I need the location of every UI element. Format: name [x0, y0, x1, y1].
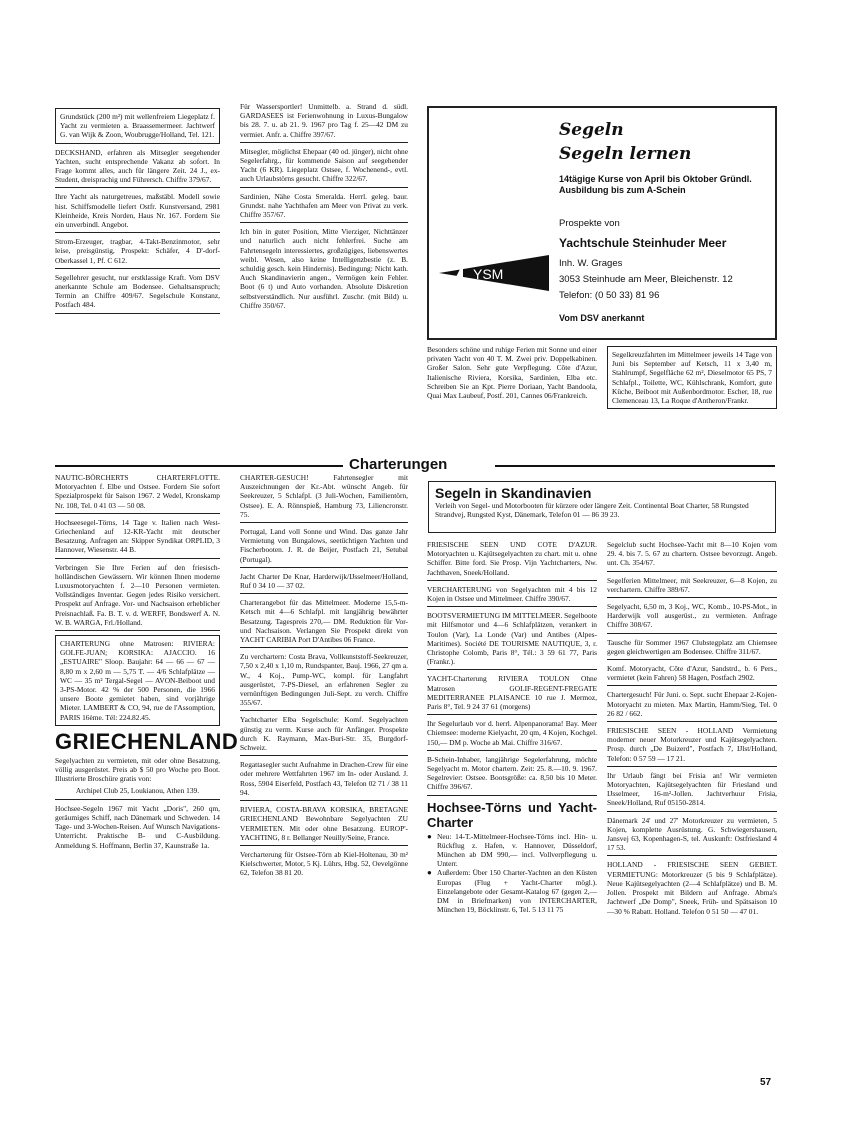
yachtschule-advert [427, 106, 777, 340]
skandinavien-advert [428, 481, 776, 533]
ad-hochsee-doris: Hochsee-Segeln 1967 mit Yacht „Doris", 260 qm, geräumiges Schiff, nach Dänemark und Schweden. 14 Tage- und 3-Wochen-Reisen. Auf Wunsch Navigations-Unterricht. Praktische B- und C-Ausbildung. Anmeldung S. Hoffmann, Berlin 37, Kaunstraße 1a. [55, 803, 220, 850]
classified-ad: DECKSHAND, erfahren als Mitsegler seegehender Yachten, sucht entsprechende Vakanz ab sofort. In Frage kommt alles, auch für längere Zeit. 24 J., ex-Student, dreisprachig und Führersch. Chiffre 379/67. [55, 148, 220, 189]
classified-ad: Verbringen Sie Ihre Ferien auf den friesisch-holländischen Gewässern. Wir können Ihnen moderne Luxusmotoryachten f. 2—10 Personen vermieten. Vollständiges Inventar. Gegen jedes Risiko versichert. Prospekt auf Anfrage. Vor- und Nachsaison erheblicher Preisnachlaß. Fa. B. T. v. d. WERFF, Bondswerf A. N. W. B. WARGA, Frl./Holland. [55, 563, 220, 631]
classified-ad: Ihr Urlaub fängt bei Frisia an! Wir vermieten Motoryachten, Kajütsegelyachten für Friesland und IJsselmeer, 16-m²-Jollen. Jachtverhuur Frisia, Sneek/Holland, Ruf 05150-2814. [607, 771, 777, 812]
classified-ad: BOOTSVERMIETUNG IM MITTELMEER. Segelboote mit Hilfsmotor und 4—6 Schlafplätzen, verankert in Toulon (Var), La Londe (Var) und Antibes (Alpes-Maritimes). Société DE TOURISME NAUTIQUE, 3, r. Christophe Colomb, Paris 8°, Tél.: 3 59 61 77, Paris (Frankr.). [427, 611, 597, 670]
column-1-bottom [55, 473, 239, 857]
classified-ad: RIVIERA, COSTA-BRAVA KORSIKA, BRETAGNE GRIECHENLAND Bewohnbare Segelyachten ZU VERMIETEN. Mit oder ohne Besatzung. EUROP'-YACHTING, 8 r. Bellanger Neuilly/Seine, France. [240, 805, 408, 846]
ysm-dsv: Vom DSV anerkannt [559, 313, 645, 323]
classified-ad: Ihre Yacht als naturgetreues, maßstäbl. Modell sowie hist. Schiffsmodelle liefert Ostfr. Kunstversand, 2981 Kleinheide, Kreis Norden, Haus Nr. 167. Fordern Sie ein unverbindl. Angebot. [55, 192, 220, 233]
classified-ad: HOLLAND - FRIESISCHE SEEN GEBIET. VERMIETUNG: Motorkreuzer (5 bis 9 Schlafplätze). Neue Kajütsegelyachten (2—4 Schlafplätze) und B. M. Jollen. Prospekt mit Bildern auf Anfrage. Abma's Jachtwerf „De Domp", Sneek, Früh- und Spätsaison 10—30 % Rabatt. Holland. Telefon 0 51 50 — 47 01. [607, 860, 777, 916]
ysm-pennant-logo [439, 253, 549, 293]
griechenland-advert [55, 728, 239, 800]
ad-segelkreuzfahrten: Segelkreuzfahrten im Mittelmeer jeweils 14 Tage von Juni bis September auf Ketsch, 11 x 3,40 m, Stahlrumpf, Segelfläche 62 m², Dieselmotor 65 PS, 7 Schlafpl., Toilette, WC, Kühlschrank, Komfort, gute Küche, Beiboot mit Außenbordmotor. Escher, 18, rue Clemenceau 13, La Roque d'Antheron/Frankr. [607, 346, 777, 409]
griechenland-text: Segelyachten zu vermieten, mit oder ohne Besatzung, völlig ausgerüstet. Preis ab $ 50 pro Woche pro Boot. Illustrierte Broschüre gratis von: [55, 755, 220, 784]
classified-ad: YACHT-Charterung RIVIERA TOULON Ohne Matrosen GOLIF-REGENT-FREGATE MEDITERRANEE PLAISANCE 10 rue J. Mermoz, Paris 8°, Tel. 9 24 37 61 (morgens) [427, 674, 597, 715]
ysm-address: 3053 Steinhude am Meer, Bleichenstr. 12 [559, 274, 733, 285]
classified-ad: VERCHARTERUNG von Segelyachten mit 4 bis 12 Kojen in Ostsee und Mittelmeer. Chiffre 390/67. [427, 585, 597, 607]
classified-ad: Chartergesuch! Für Juni. o. Sept. sucht Ehepaar 2-Kojen-Motoryacht zu mieten. Max Martin, Hamm/Sieg, Tel. 0 26 82 / 662. [607, 690, 777, 722]
classified-ad: Komf. Motoryacht, Côte d'Azur, Sandstrd., b. 6 Pers., vermietet (kein Fahren) 58 Hagen, Postfach 2902. [607, 664, 777, 686]
hochsee-item: ● Neu: 14-T.-Mittelmeer-Hochsee-Törns incl. Hin- u. Rückflug z. Hafen, v. Hannover, Düsseldorf, München ab DM 990,— incl. Vollverpflegung u. Unterr. [427, 832, 597, 869]
classified-ad: Segelyacht, 6,50 m, 3 Koj., WC, Komb., 10-PS-Mot., in Harderwijk voll ausgerüst., zu vermieten. Anfrage Chiffre 308/67. [607, 602, 777, 634]
column-1-top [55, 108, 220, 318]
classified-ad: Regattasegler sucht Aufnahme in Drachen-Crew für eine oder mehrere Wettfahrten 1967 im In- oder Ausland. J. Ross, 5904 Eiserfeld, Postfach 43, Telefon 02 71 / 38 11 94. [240, 760, 408, 801]
classified-ad: Zu verchartern: Costa Brava, Vollkunststoff-Seekreuzer, 7,50 x 2,40 x 1,10 m, Rundspanter, Bauj. 1966, 27 qm a. W., 4 Koj., Pump-WC, kompl. für Langfahrt ausgerüstet, 7-PS-Diesel, an erfahrenen Segler zu vernünftigen Bedingungen Juli-Sept. zu verch. Chiffre 355/67. [240, 652, 408, 711]
classified-ad: FRIESISCHE SEEN - HOLLAND Vermietung moderner neuer Motorkreuzer und Kajütsegelyachten. Prosp. durch „De Buizerd", Postfach 7, IJlst/Holland, Telefon: 0 57 59 — 17 21. [607, 726, 777, 767]
classified-ad: Portugal, Land voll Sonne und Wind. Das ganze Jahr Vermietung von Bungalows, seetüchtigen Yachten und Fischerbooten. J. R. de Beijer, Postfach 21, Setubal (Portugal). [240, 527, 408, 568]
ysm-name: Yachtschule Steinhuder Meer [559, 236, 727, 250]
classified-ad: B-Schein-Inhaber, langjährige Segelerfahrung, möchte Segelyacht m. Motor chartern. Zeit: 25. 8.—10. 9. 1967. Segelrevier: Ostsee. Bootsgröße: ca. 8,50 bis 10 Meter. Chiffre 396/67. [427, 755, 597, 796]
classified-ad: Ihr Segelurlaub vor d. herrl. Alpenpanorama! Bay. Meer Chiemsee: moderne Kielyacht, 20 qm, 4 Kojen, Kochgel. 150,— DM p. Woche ab Mai. Chiffre 316/67. [427, 719, 597, 751]
classified-ad: Hochseesegel-Törns, 14 Tage v. Italien nach West-Griechenland auf 12-KR-Yacht mit deutscher Besatzung. Anfragen an: Skipper Syndikat ORPLID, 3 Hannover, Wiesenstr. 44 B. [55, 518, 220, 559]
hochsee-item: ● Außerdem: Über 150 Charter-Yachten an den Küsten Europas (Flug + Yacht-Charter mögl.). Einzelangebote oder Gesamt-Katalog 67 (gegen 2,— DM in Briefmarken) von INTERCHARTER, München 19, Böcklinstr. 6, Tel. 5 13 11 75 [427, 868, 597, 914]
classified-ad: Mitsegler, möglichst Ehepaar (40 od. jünger), nicht ohne Segelerfahrg., für kommende Saison auf seegehender Yacht (6 KR). Liegeplatz Ostsee, f. Wochenend-, evtl. auch Urlaubstörns gesucht. Chiffre 322/67. [240, 147, 408, 188]
column-4-mid [607, 346, 777, 413]
column-3-bottom [427, 540, 597, 915]
hochsee-list [427, 832, 597, 915]
classified-ad: FRIESISCHE SEEN UND COTE D'AZUR. Motoryachten u. Kajütsegelyachten zu chart. mit u. ohne Schiffer. Bitte ford. Sie Prosp. Vijn Yachtcharters, Nw. Jachthaven, Sneek/Holland. [427, 540, 597, 581]
classified-ad: Jacht Charter De Knar, Harderwijk/IJsselmeer/Holland, Ruf 0 34 10 — 37 02. [240, 572, 408, 594]
classified-ad: Segelclub sucht Hochsee-Yacht mit 8—10 Kojen vom 29. 4. bis 7. 5. 67 zu chartern. Ostsee bevorzugt. Angeb. unt. Ch. 354/67. [607, 540, 777, 572]
classified-ad: NAUTIC-BÖRCHERTS CHARTERFLOTTE. Motoryachten f. Elbe und Ostsee. Fordern Sie sofort Spezialprospekt für Saison 1967. 2 Wedel, Kronskamp Nr. 108, Tel. 0 41 03 — 50 08. [55, 473, 220, 514]
ysm-heading-2: Segeln lernen [559, 144, 692, 164]
column-2-top [240, 102, 408, 317]
column-3-mid [427, 345, 597, 407]
column-4-bottom [607, 540, 777, 923]
classified-ad: Yachtcharter Elba Segelschule: Komf. Segelyachten günstig zu verm. Kurse auch für Anfänger. Prospekte durch K. Raymann, Max-Buri-Str. 35, Burgdorf-Schweiz. [240, 715, 408, 756]
classified-ad: Tausche für Sommer 1967 Clubstegplatz am Chiemsee gegen gleichwertigen am Bodensee. Chiffre 311/67. [607, 638, 777, 660]
classified-ad: Segellehrer gesucht, nur erstklassige Kraft. Vom DSV anerkannte Schule am Bodensee. Gehaltsanspruch; Termin an Chiffre 409/67. Segelschule Konstanz, Postfach 484. [55, 273, 220, 314]
classified-ad: CHARTER-GESUCH! Fahrtensegler mit Auszeichnungen der Kr.-Abt. wünscht Angeb. für Seekreuzer, 5 Schlafpl. (3 Juli-Wochen, Familientörn, Ostsee). E. A. Rönnspieß, Hamburg 73, Liliencronstr. 75. [240, 473, 408, 523]
ysm-telefon: Telefon: (0 50 33) 81 96 [559, 290, 660, 301]
griechenland-title: GRIECHENLAND [55, 728, 239, 754]
classified-ad: Für Wassersportler! Unmittelb. a. Strand d. südl. GARDASEES ist Ferienwohnung in Luxus-Bungalow bis 28. 7. u. ab 21. 9. 1967 pro Tag f. 25—42 DM zu vermiet. Anfr. a. Chiffre 397/67. [240, 102, 408, 143]
skand-text: Verleih von Segel- und Motorbooten für kürzere oder längere Zeit. Continental Boat Charter, 58 Rungsted Strandvej, Rungsted Kyst, Dänemark, Telefon 01 — 86 39 23. [435, 501, 749, 519]
classified-ad: Segelferien Mittelmeer, mit Seekreuzer, 6—8 Kojen, zu verchartern. Chiffre 389/67. [607, 576, 777, 598]
skand-title: Segeln in Skandinavien [435, 485, 592, 501]
ysm-prospekte: Prospekte von [559, 218, 620, 229]
section-title: Charterungen [345, 457, 451, 473]
ysm-courses: 14tägige Kurse von April bis Oktober Gründl. Ausbildung bis zum A-Schein [559, 174, 752, 195]
hochsee-advert [427, 800, 597, 915]
classified-ad: Strom-Erzeuger, tragbar, 4-Takt-Benzinmotor, sehr leise, preisgünstig, Prospekt: Schäfer, 4 D'-dorf-Oberkassel 1, Pf. C 612. [55, 237, 220, 269]
ysm-logo-text: YSM [473, 266, 504, 282]
classified-ad: Charterangebot für das Mittelmeer. Moderne 15,5-m-Ketsch mit 4—6 Schlafpl. mit langjährig bewährter Besatzung. Tagespreis 270,— DM. Reduktion für Vor- und Nachsaison. Verlangen Sie Prospekt direkt von YACHT CARIBIA Port D'Antibes 06 France. [240, 598, 408, 648]
ysm-heading-1: Segeln [559, 120, 624, 140]
classified-ad: Vercharterung für Ostsee-Törn ab Kiel-Holtenau, 30 m² Kielschwerter, Motor, 5 Kj. Lührs, Hbg. 52, Oevelgönne 62, Telefon 38 81 20. [240, 849, 408, 878]
classified-ad: Ich bin in guter Position, Mitte Vierziger, Nichttänzer und naturlich auch nicht fehlerfrei. Suche am Fahrtensegeln interessiertes, großzügiges, liebenswertes weibl. Wesen, also keine Intelligenzbestie (z. B. schuldig gesch. kein Hindernis). Bedingung: Nicht kath. Auch Skandinavierin angen., Vermögen kein Fehler. Boot (6 t) und Auto vorhanden. Absolute Diskretion selbstverständlich. Nur ausführl. Zuschr. (mit Bild) u. Chiffre 350/67. [240, 227, 408, 310]
ysm-inhaber: Inh. W. Grages [559, 258, 623, 269]
hochsee-title: Hochsee-Törns und Yacht-Charter [427, 799, 597, 830]
classified-ad: Dänemark 24' und 27' Motorkreuzer zu vermieten, 5 Kojen, komplette Ausrüstung. G. Schwiegershausen, Jansvej 63, Kopenhagen-S, tel. Auskunft: Ostfriesland 4 17 53. [607, 816, 777, 857]
griechenland-address: Archipel Club 25, Loukianou, Athen 139. [75, 786, 200, 796]
ad-ferien-yacht: Besonders schöne und ruhige Ferien mit Sonne und einer privaten Yacht von 40 T. M. Zwei priv. Doppelkabinen. Großer Salon. Sehr gute Verpflegung. Côte d'Azur, Italienische Riviera, Korsika, Sardinien, Elba etc. Schreiben Sie an Kpt. Pierre Doriaan, Yacht Bandoola, Quai Max Laubeuf, Postf. 201, Cannes 06/Frankreich. [427, 345, 597, 401]
classified-ad: Sardinien, Nähe Costa Smeralda. Herrl. geleg. baur. Grundst. nahe Yachthafen am Meer von Privat zu verk. Chiffre 357/67. [240, 192, 408, 224]
column-2-bottom [240, 473, 408, 885]
classified-ad: CHARTERUNG ohne Matrosen: RIVIERA: GOLFE-JUAN; KORSIKA: AJACCIO. 16 „ESTUAIRE" Sloop. Baujahr: 64 — 66 — 67 — 8,80 m x 2,60 m — 5,75 T. — 4/6 Schlafplätze — WC — 35 m² Tergal-Segel — AVON-Beiboot und 3-PS-Motor. 42 % der 500 Personen, die 1966 unsere Boote gemietet haben, sind vorjährige Mieter. LAMBERT & CO, 94, rue de l'Assomption, PARIS 16ème. Tél: 224.82.45. [55, 635, 220, 726]
classified-ad: Grundstück (200 m²) mit wellenfreiem Liegeplatz f. Yacht zu vermieten a. Braassemermeer. Jachtwerf G. van Wijk & Zoon, Woubrugge/Holland, Tel. 121. [55, 108, 220, 144]
page-number: 57 [760, 1077, 772, 1088]
